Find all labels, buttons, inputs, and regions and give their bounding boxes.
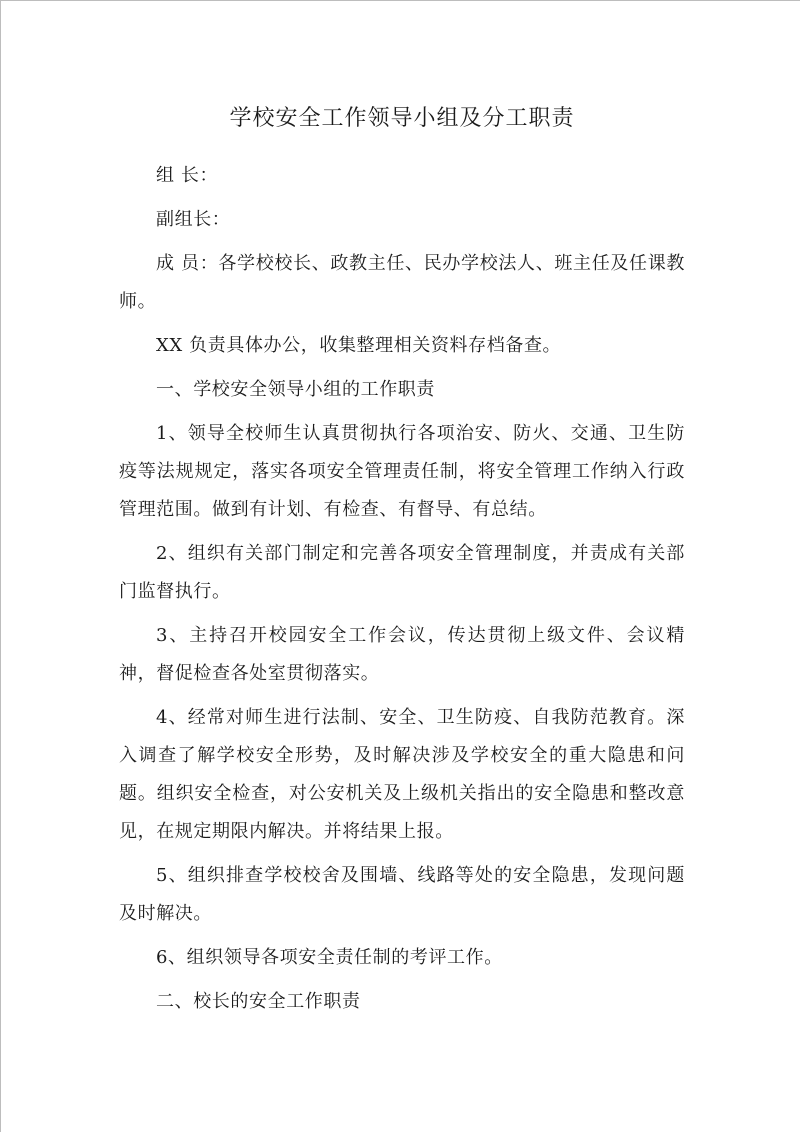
paragraph-deputy-leader: 副组长： (156, 209, 231, 230)
paragraph-leader: 组 长： (156, 165, 219, 186)
paragraph-item-4: 4、经常对师生进行法制、安全、卫生防疫、自我防范教育。深入调查了解学校安全形势，及时解决涉及学校安全的重大隐患和问题。组织安全检查，对公安机关及上级机关指出的安全隐患和整改意见，在规定期限内解决。并将结果上报。 (119, 707, 685, 842)
paragraph-item-6: 6、组织领导各项安全责任制的考评工作。 (156, 947, 503, 968)
paragraph-members: 成 员：各学校校长、政教主任、民办学校法人、班主任及任课教师。 (119, 253, 685, 312)
document-body (119, 101, 685, 1027)
section-heading-1: 一、学校安全领导小组的工作职责 (156, 379, 435, 400)
section-heading-2: 二、校长的安全工作职责 (156, 991, 361, 1012)
paragraph-item-3: 3、主持召开校园安全工作会议，传达贯彻上级文件、会议精神，督促检查各处室贯彻落实。 (119, 625, 685, 684)
paragraph-item-1: 1、领导全校师生认真贯彻执行各项治安、防火、交通、卫生防疫等法规规定，落实各项安全管理责任制，将安全管理工作纳入行政管理范围。做到有计划、有检查、有督导、有总结。 (119, 423, 685, 520)
paragraph-item-5: 5、组织排查学校校舍及围墙、线路等处的安全隐患，发现问题及时解决。 (119, 865, 685, 924)
paragraph-item-2: 2、组织有关部门制定和完善各项安全管理制度，并责成有关部门监督执行。 (119, 543, 685, 602)
paragraph-office: XX 负责具体办公，收集整理相关资料存档备查。 (156, 335, 562, 356)
document-title: 学校安全工作领导小组及分工职责 (229, 106, 575, 131)
